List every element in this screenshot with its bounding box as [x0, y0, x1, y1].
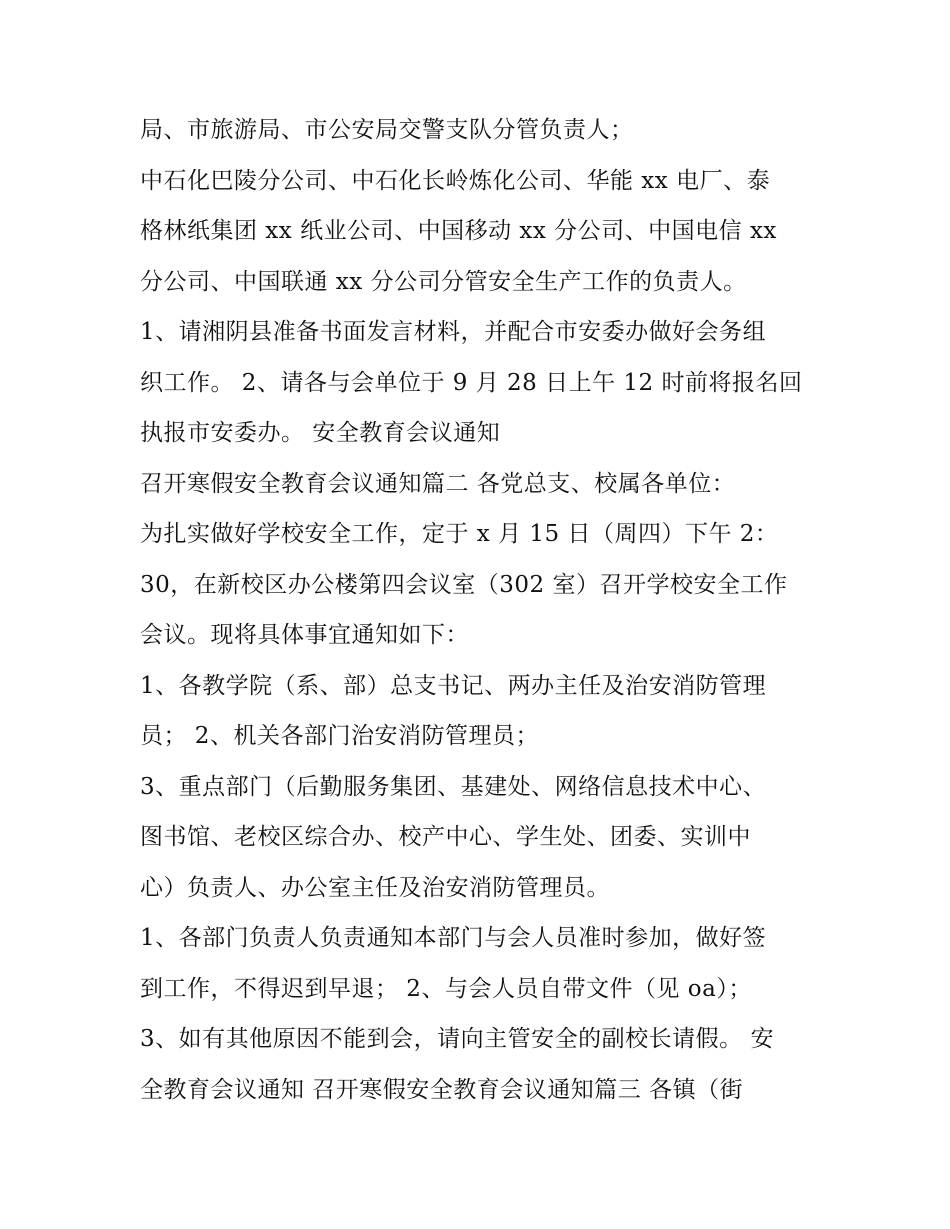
- text-line: 1、各教学院（系、部）总支书记、两办主任及治安消防管理: [140, 672, 767, 699]
- text-line: 3、重点部门（后勤服务集团、基建处、网络信息技术中心、: [140, 773, 767, 800]
- text-line: 图书馆、老校区综合办、校产中心、学生处、团委、实训中: [140, 824, 751, 850]
- text-line: 执报市安委办。 安全教育会议通知: [140, 420, 501, 446]
- text-line: 中石化巴陵分公司、中石化长岭炼化公司、华能 xx 电厂、泰: [140, 167, 771, 194]
- text-line: 全教育会议通知 召开寒假安全教育会议通知篇三 各镇（街: [140, 1076, 744, 1103]
- text-line: 心）负责人、办公室主任及治安消防管理员。: [140, 874, 610, 901]
- text-line: 为扎实做好学校安全工作，定于 x 月 15 日（周四）下午 2：: [140, 521, 779, 547]
- text-line: 30，在新校区办公楼第四会议室（302 室）召开学校安全工作: [140, 571, 788, 598]
- text-line: 员； 2、机关各部门治安消防管理员；: [140, 723, 539, 749]
- text-line: 织工作。 2、请各与会单位于 9 月 28 日上午 12 时前将报名回: [140, 369, 803, 396]
- text-line: 3、如有其他原因不能到会，请向主管安全的副校长请假。 安: [140, 1026, 774, 1052]
- text-line: 召开寒假安全教育会议通知篇二 各党总支、校属各单位：: [140, 470, 736, 497]
- document-body: [140, 105, 820, 1115]
- text-line: 局、市旅游局、市公安局交警支队分管负责人；: [140, 117, 634, 143]
- text-line: 格林纸集团 xx 纸业公司、中国移动 xx 分公司、中国电信 xx: [140, 218, 777, 244]
- text-line: 会议。现将具体事宜通知如下：: [140, 622, 469, 648]
- text-line: 1、各部门负责人负责通知本部门与会人员准时参加，做好签: [140, 925, 767, 951]
- text-line: 分公司、中国联通 xx 分公司分管安全生产工作的负责人。: [140, 268, 747, 295]
- text-line: 1、请湘阴县准备书面发言材料，并配合市安委办做好会务组: [140, 319, 767, 345]
- text-line: 到工作，不得迟到早退； 2、与会人员自带文件（见 oa）；: [140, 975, 752, 1002]
